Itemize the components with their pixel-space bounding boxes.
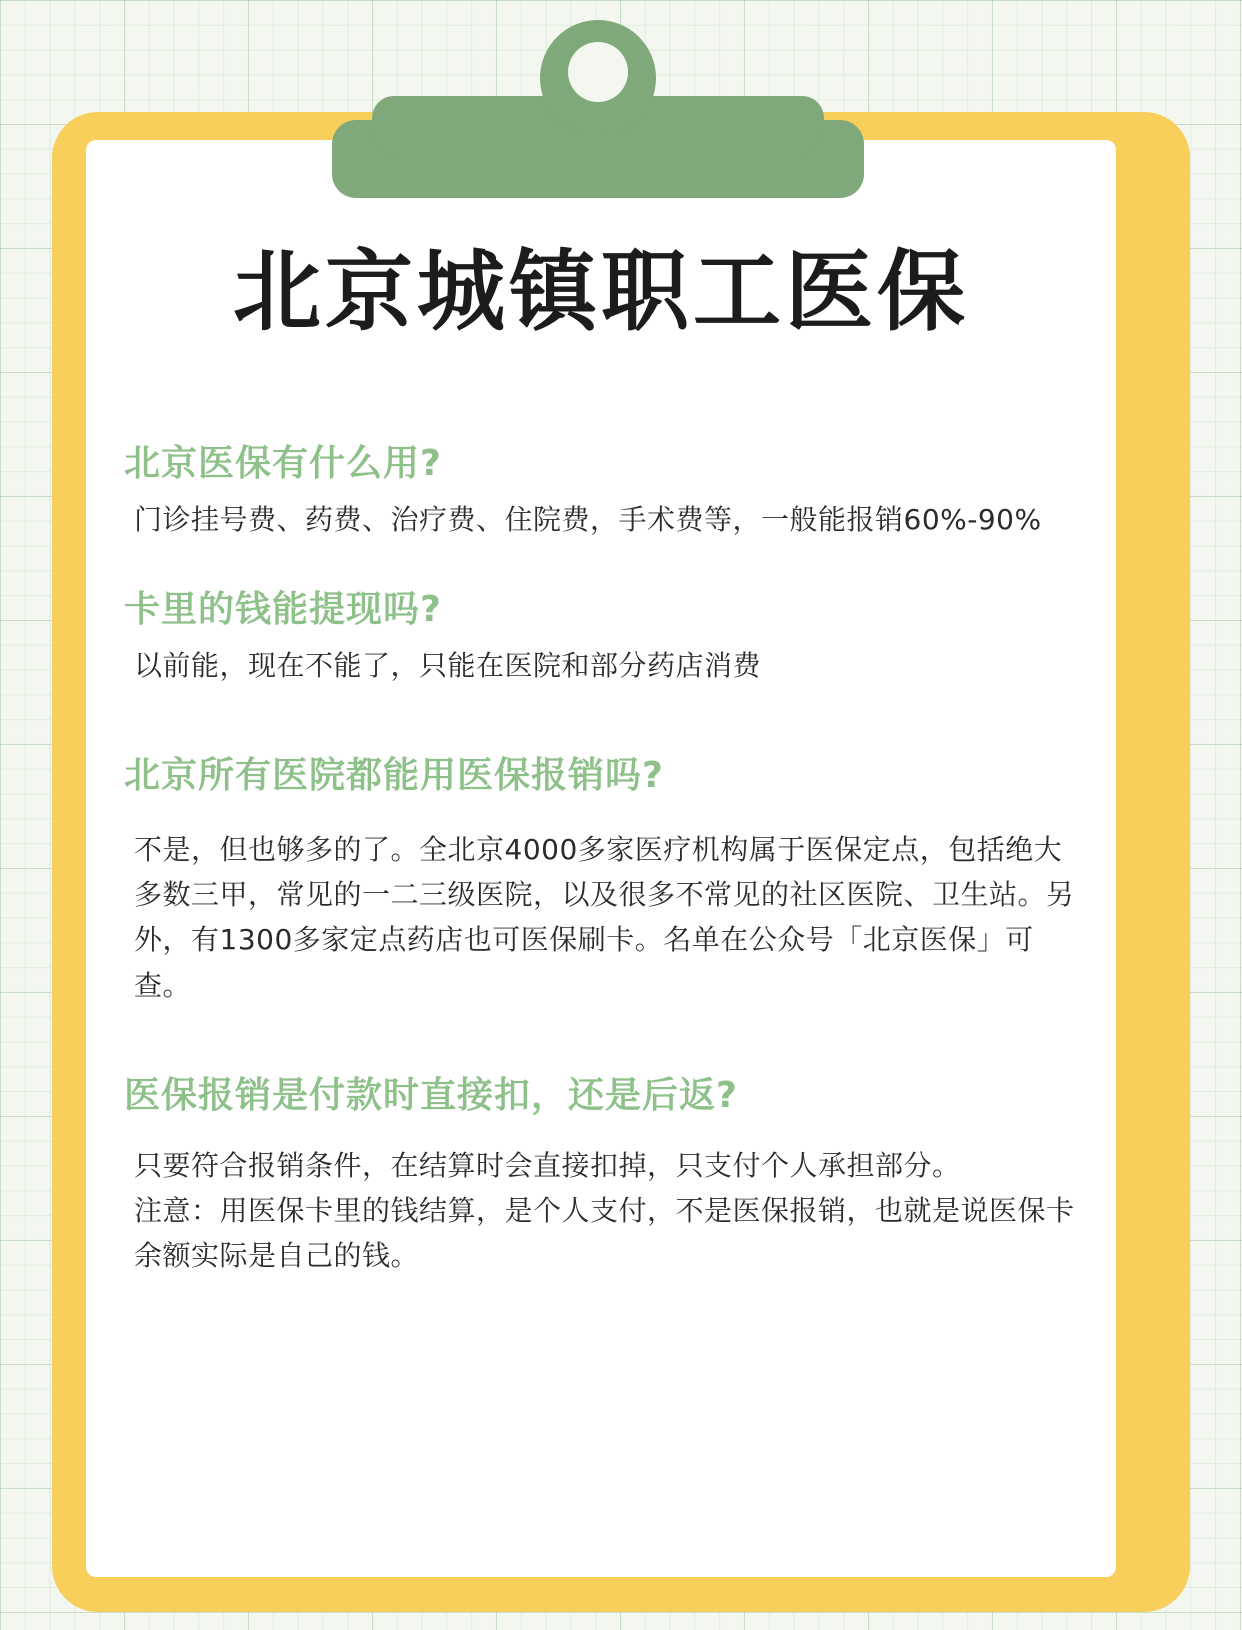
qa-answer-line: 以前能，现在不能了，只能在医院和部分药店消费	[134, 648, 762, 682]
content-sheet	[86, 140, 1116, 1577]
qa-item	[118, 586, 1080, 688]
qa-item	[118, 440, 1080, 542]
qa-answer	[134, 497, 1080, 542]
qa-item	[118, 1072, 1080, 1279]
qa-answer-line: 门诊挂号费、药费、治疗费、住院费，手术费等，一般能报销60%-90%	[134, 502, 1042, 536]
qa-question: 北京医保有什么用?	[124, 443, 442, 484]
qa-question: 医保报销是付款时直接扣，还是后返?	[124, 1074, 738, 1116]
qa-answer-line: 不是，但也够多的了。全北京4000多家医疗机构属于医保定点，包括绝大多数三甲，常见的一二三级医院，以及很多不常见的社区医院、卫生站。另外，有1300多家定点药店也可医保刷卡。名单在公众号「北京医保」可查。	[134, 832, 1075, 1002]
qa-list	[86, 440, 1116, 1323]
qa-answer-line: 注意：用医保卡里的钱结算，是个人支付，不是医保报销，也就是说医保卡余额实际是自己的钱。	[134, 1193, 1075, 1273]
qa-item	[118, 752, 1080, 1008]
qa-answer	[134, 643, 1080, 688]
qa-answer	[134, 827, 1080, 1008]
qa-answer-line: 只要符合报销条件，在结算时会直接扣掉，只支付个人承担部分。	[134, 1148, 961, 1182]
qa-question: 北京所有医院都能用医保报销吗?	[124, 754, 664, 796]
qa-answer	[134, 1143, 1080, 1279]
page-title: 北京城镇职工医保	[232, 240, 969, 343]
qa-question: 卡里的钱能提现吗?	[124, 588, 442, 630]
